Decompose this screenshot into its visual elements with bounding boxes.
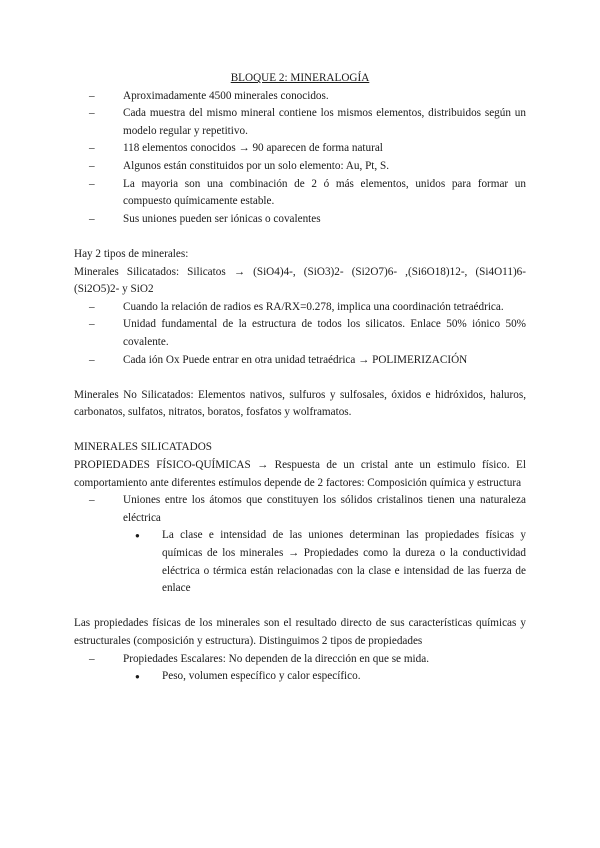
propiedades-paragraph: PROPIEDADES FÍSICO-QUÍMICAS → Respuesta de un cristal ante un estimulo físico. El comportamiento ante diferentes estímulos depende de 2 factores: Composición química y estructura <box>74 459 526 489</box>
types-heading: Hay 2 tipos de minerales: <box>74 247 189 260</box>
list-item: – La mayoria son una combinación de 2 ó más elementos, unidos para formar un compuesto químicamente estable. <box>89 176 526 211</box>
intro-list <box>74 88 526 229</box>
list-item: – Sus uniones pueden ser iónicas o covalentes <box>89 211 526 229</box>
escalares-sublist <box>74 668 526 686</box>
list-item: ● La clase e intensidad de las uniones determinan las propiedades físicas y químicas de los minerales → Propiedades como la dureza o la conductividad eléctrica o térmica están relacionadas con la clase e intensidad de las fuerza de enlace <box>135 527 526 597</box>
list-item: – Uniones entre los átomos que constituyen los sólidos cristalinos tienen una naturaleza eléctrica <box>89 492 526 527</box>
list-item: – Cada muestra del mismo mineral contiene los mismos elementos, distribuidos según un modelo regular y repetitivo. <box>89 105 526 140</box>
uniones-sublist <box>74 527 526 597</box>
list-item: – Propiedades Escalares: No dependen de la dirección en que se mida. <box>89 651 526 669</box>
section-heading: MINERALES SILICATADOS <box>74 441 213 454</box>
silicatados-list <box>74 299 526 369</box>
escalares-list <box>74 651 526 669</box>
list-item: ● Peso, volumen específico y calor específico. <box>135 668 526 686</box>
no-silicatados-paragraph: Minerales No Silicatados: Elementos nativos, sulfuros y sulfosales, óxidos e hidróxidos, haluros, carbonatos, sulfatos, nitratos, boratos, fosfatos y wolframatos. <box>74 388 526 419</box>
silicatados-line: Minerales Silicatados: Silicatos → (SiO4)4-, (SiO3)2- (Si2O7)6- ,(Si6O18)12-, (Si4O11)6- (Si2O5)2- y SiO2 <box>74 265 526 296</box>
spacer <box>74 422 526 440</box>
list-item: – Unidad fundamental de la estructura de todos los silicatos. Enlace 50% iónico 50% covalente. <box>89 316 526 351</box>
list-item: – Aproximadamente 4500 minerales conocidos. <box>89 88 526 106</box>
spacer <box>74 228 526 246</box>
list-item: – Cuando la relación de radios es RA/RX=0.278, implica una coordinación tetraédrica. <box>89 299 526 317</box>
uniones-list <box>74 492 526 527</box>
list-item: – Algunos están constituidos por un solo elemento: Au, Pt, S. <box>89 158 526 176</box>
spacer <box>74 369 526 387</box>
list-item: – 118 elementos conocidos → 90 aparecen de forma natural <box>89 140 526 158</box>
list-item: – Cada ión Ox Puede entrar en otra unidad tetraédrica → POLIMERIZACIÓN <box>89 352 526 370</box>
spacer <box>74 598 526 616</box>
fisicas-paragraph: Las propiedades físicas de los minerales son el resultado directo de sus características químicas y estructurales (composición y estructura). Distinguimos 2 tipos de propiedades <box>74 617 526 647</box>
page-title: BLOQUE 2: MINERALOGÍA <box>230 72 370 84</box>
